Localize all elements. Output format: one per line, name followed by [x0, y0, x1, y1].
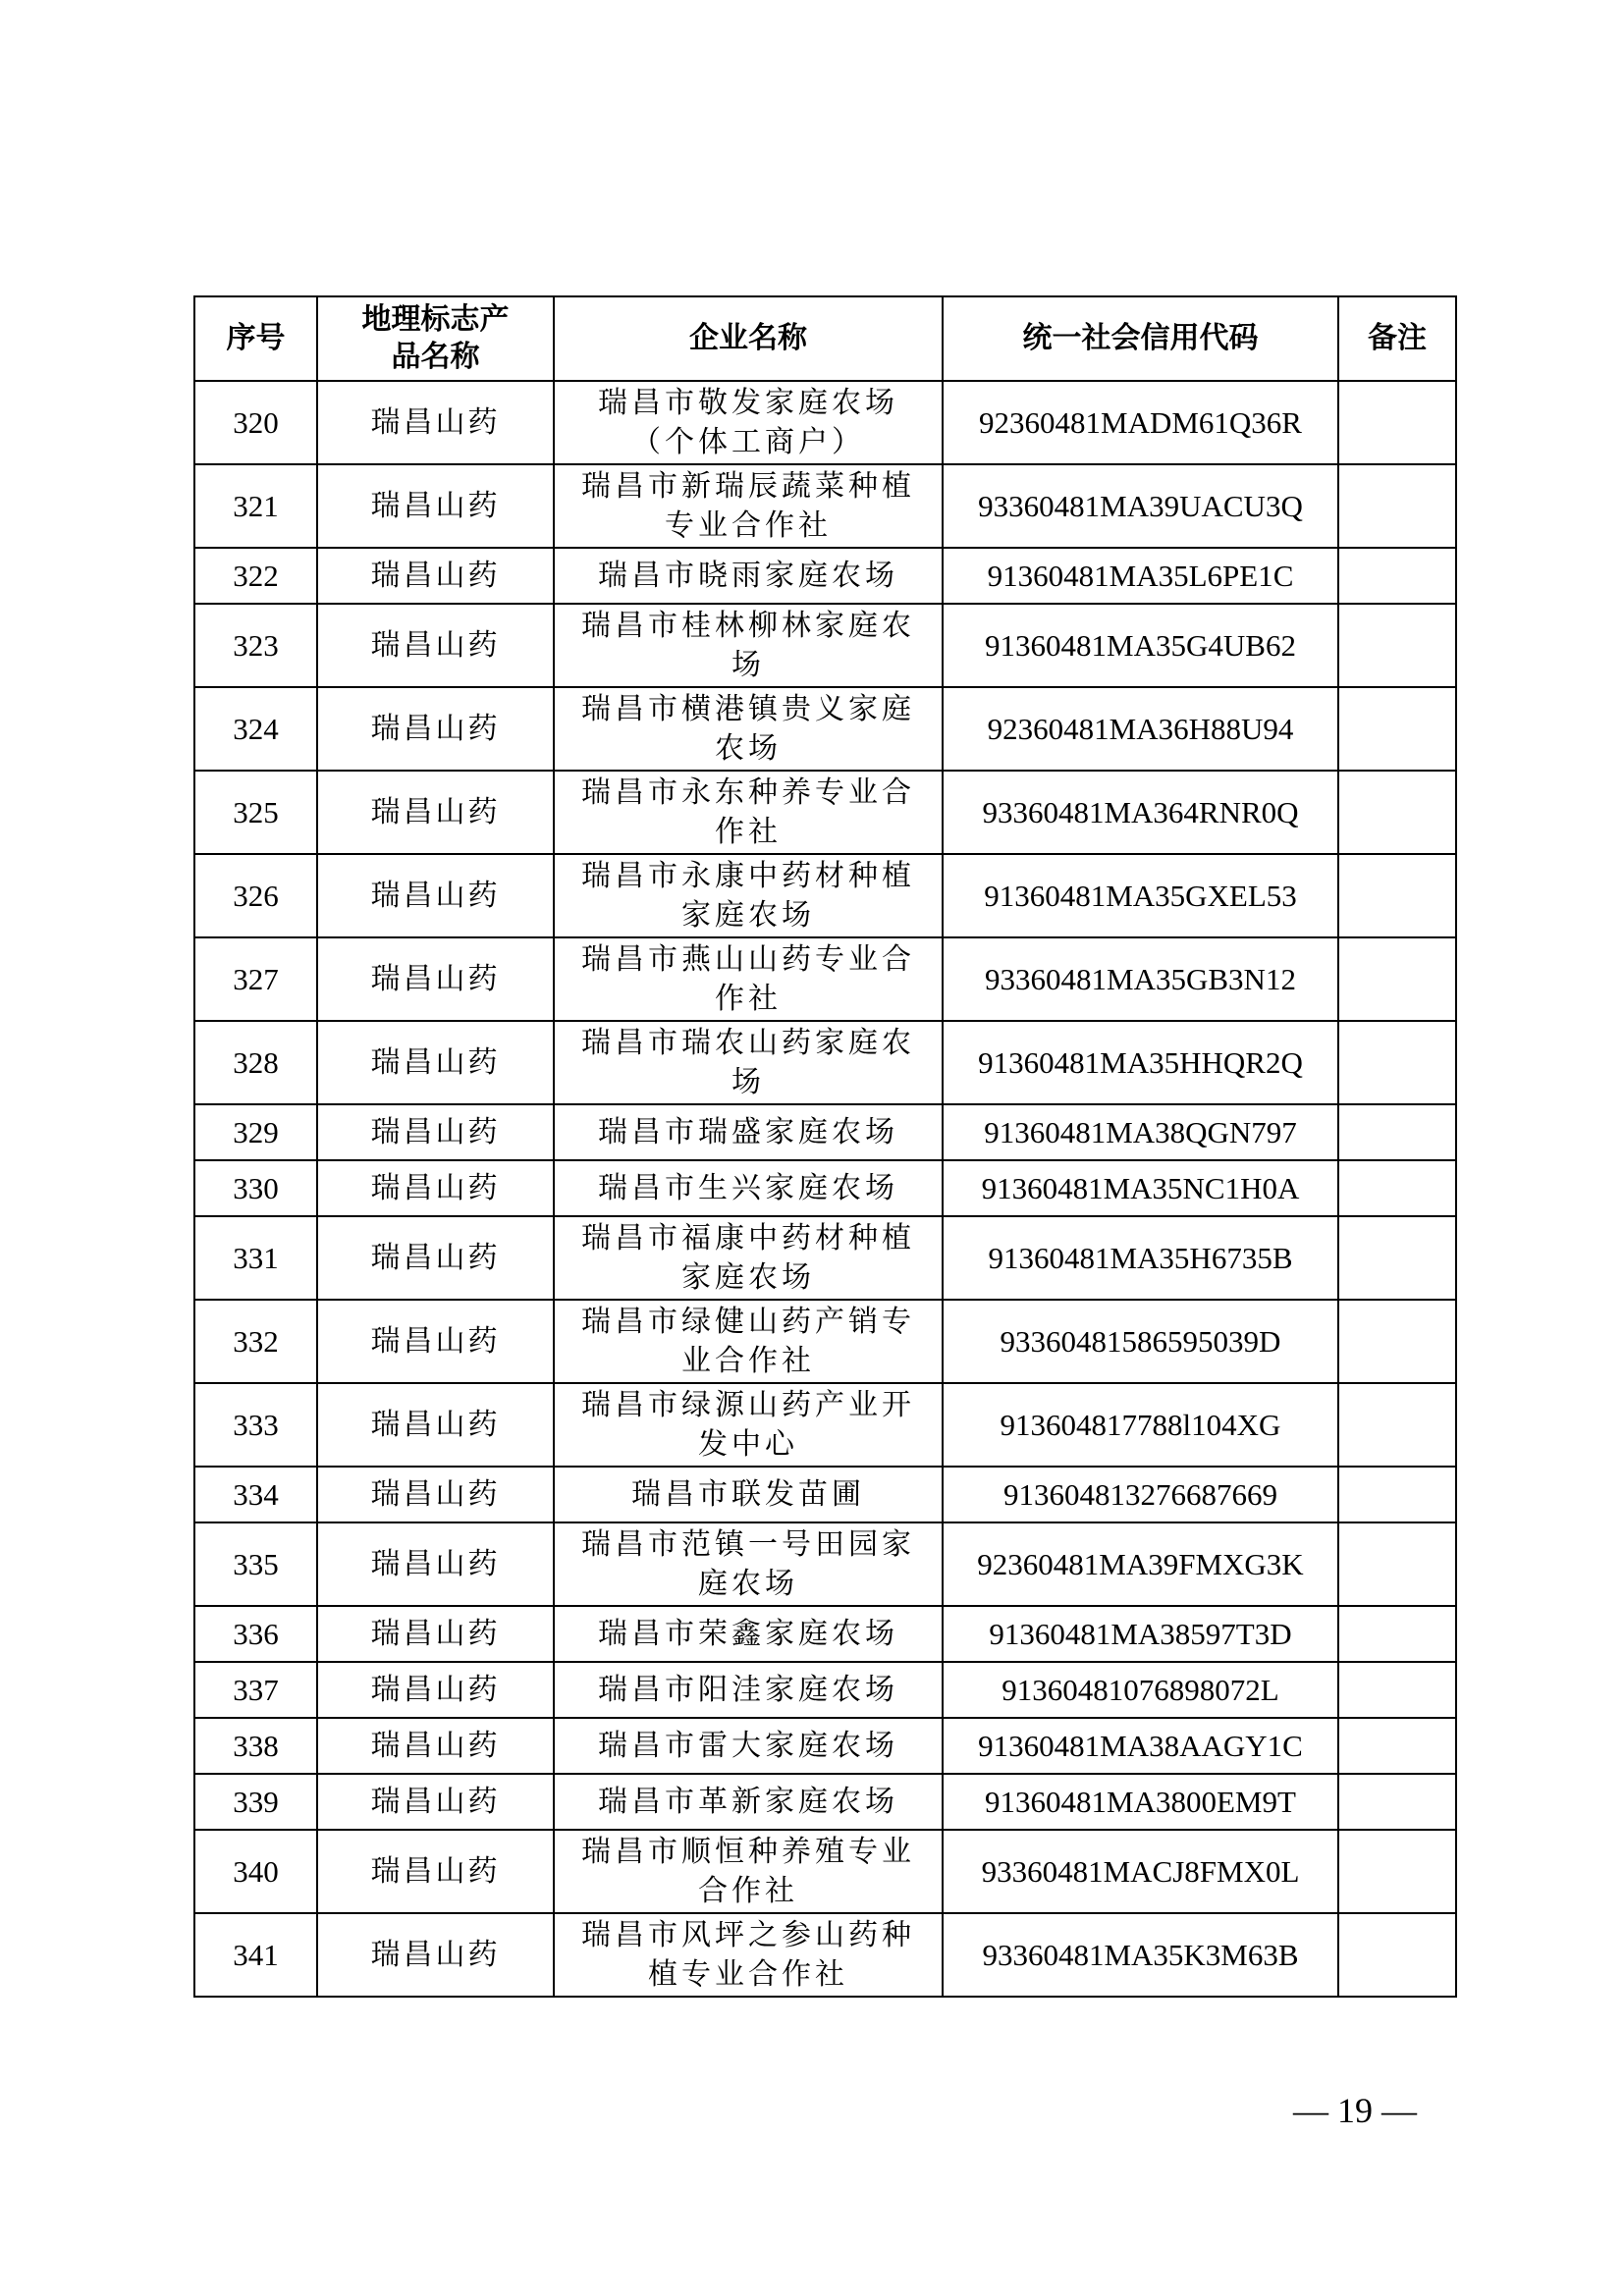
- code-cell: 913604813276687669: [943, 1467, 1338, 1522]
- company-cell: 瑞昌市桂林柳林家庭农场: [554, 604, 943, 687]
- table-row: [194, 381, 1456, 464]
- company-cell: 瑞昌市福康中药材种植家庭农场: [554, 1216, 943, 1300]
- table-header: [194, 296, 1456, 381]
- page-number: — 19 —: [1293, 2091, 1417, 2130]
- code-cell: 91360481MA38QGN797: [943, 1104, 1338, 1160]
- company-cell: 瑞昌市联发苗圃: [554, 1467, 943, 1522]
- note-cell: [1338, 604, 1456, 687]
- header-row: [194, 296, 1456, 381]
- note-cell: [1338, 1104, 1456, 1160]
- code-cell: 91360481MA38AAGY1C: [943, 1718, 1338, 1774]
- product-cell: 瑞昌山药: [317, 548, 554, 604]
- product-cell: 瑞昌山药: [317, 1774, 554, 1830]
- seq-cell: 340: [194, 1830, 317, 1913]
- note-cell: [1338, 1774, 1456, 1830]
- note-cell: [1338, 937, 1456, 1021]
- table-row: [194, 1662, 1456, 1718]
- seq-cell: 329: [194, 1104, 317, 1160]
- product-cell: 瑞昌山药: [317, 1830, 554, 1913]
- product-cell: 瑞昌山药: [317, 771, 554, 854]
- product-cell: 瑞昌山药: [317, 464, 554, 548]
- product-cell: 瑞昌山药: [317, 381, 554, 464]
- product-cell: 瑞昌山药: [317, 604, 554, 687]
- note-cell: [1338, 1300, 1456, 1383]
- seq-cell: 321: [194, 464, 317, 548]
- table-row: [194, 1913, 1456, 1997]
- seq-cell: 338: [194, 1718, 317, 1774]
- note-cell: [1338, 1383, 1456, 1467]
- company-cell: 瑞昌市范镇一号田园家庭农场: [554, 1522, 943, 1606]
- table-body: [194, 381, 1456, 1997]
- note-cell: [1338, 1913, 1456, 1997]
- table-row: [194, 937, 1456, 1021]
- code-cell: 91360481MA35G4UB62: [943, 604, 1338, 687]
- company-cell: 瑞昌市顺恒种养殖专业合作社: [554, 1830, 943, 1913]
- company-cell: 瑞昌市绿健山药产销专业合作社: [554, 1300, 943, 1383]
- code-cell: 913604817788l104XG: [943, 1383, 1338, 1467]
- seq-cell: 325: [194, 771, 317, 854]
- company-cell: 瑞昌市横港镇贵义家庭农场: [554, 687, 943, 771]
- header-code: 统一社会信用代码: [943, 296, 1338, 381]
- note-cell: [1338, 1830, 1456, 1913]
- company-cell: 瑞昌市燕山山药专业合作社: [554, 937, 943, 1021]
- note-cell: [1338, 771, 1456, 854]
- company-cell: 瑞昌市敬发家庭农场（个体工商户）: [554, 381, 943, 464]
- company-cell: 瑞昌市永康中药材种植家庭农场: [554, 854, 943, 937]
- header-company: 企业名称: [554, 296, 943, 381]
- note-cell: [1338, 854, 1456, 937]
- table-row: [194, 1160, 1456, 1216]
- note-cell: [1338, 381, 1456, 464]
- code-cell: 93360481MA39UACU3Q: [943, 464, 1338, 548]
- table-row: [194, 1300, 1456, 1383]
- product-cell: 瑞昌山药: [317, 1467, 554, 1522]
- seq-cell: 341: [194, 1913, 317, 1997]
- code-cell: 91360481MA3800EM9T: [943, 1774, 1338, 1830]
- product-cell: 瑞昌山药: [317, 1913, 554, 1997]
- table-row: [194, 687, 1456, 771]
- table-row: [194, 464, 1456, 548]
- seq-cell: 328: [194, 1021, 317, 1104]
- code-cell: 92360481MA39FMXG3K: [943, 1522, 1338, 1606]
- registry-table: [193, 295, 1457, 1998]
- note-cell: [1338, 1662, 1456, 1718]
- product-cell: 瑞昌山药: [317, 1216, 554, 1300]
- seq-cell: 332: [194, 1300, 317, 1383]
- code-cell: 93360481MA364RNR0Q: [943, 771, 1338, 854]
- company-cell: 瑞昌市革新家庭农场: [554, 1774, 943, 1830]
- product-cell: 瑞昌山药: [317, 937, 554, 1021]
- note-cell: [1338, 1467, 1456, 1522]
- code-cell: 91360481MA35HHQR2Q: [943, 1021, 1338, 1104]
- header-seq: 序号: [194, 296, 317, 381]
- seq-cell: 333: [194, 1383, 317, 1467]
- product-cell: 瑞昌山药: [317, 1606, 554, 1662]
- product-cell: 瑞昌山药: [317, 854, 554, 937]
- seq-cell: 324: [194, 687, 317, 771]
- code-cell: 91360481MA35GXEL53: [943, 854, 1338, 937]
- product-cell: 瑞昌山药: [317, 687, 554, 771]
- table-row: [194, 1104, 1456, 1160]
- table-row: [194, 604, 1456, 687]
- seq-cell: 323: [194, 604, 317, 687]
- table-row: [194, 1383, 1456, 1467]
- company-cell: 瑞昌市风坪之参山药种植专业合作社: [554, 1913, 943, 1997]
- seq-cell: 337: [194, 1662, 317, 1718]
- table-row: [194, 548, 1456, 604]
- company-cell: 瑞昌市雷大家庭农场: [554, 1718, 943, 1774]
- seq-cell: 322: [194, 548, 317, 604]
- code-cell: 93360481MACJ8FMX0L: [943, 1830, 1338, 1913]
- table-row: [194, 1522, 1456, 1606]
- code-cell: 91360481MA35L6PE1C: [943, 548, 1338, 604]
- table-row: [194, 1830, 1456, 1913]
- company-cell: 瑞昌市永东种养专业合作社: [554, 771, 943, 854]
- seq-cell: 334: [194, 1467, 317, 1522]
- note-cell: [1338, 1522, 1456, 1606]
- note-cell: [1338, 1216, 1456, 1300]
- product-cell: 瑞昌山药: [317, 1522, 554, 1606]
- seq-cell: 320: [194, 381, 317, 464]
- note-cell: [1338, 1718, 1456, 1774]
- seq-cell: 330: [194, 1160, 317, 1216]
- note-cell: [1338, 687, 1456, 771]
- note-cell: [1338, 464, 1456, 548]
- company-cell: 瑞昌市阳洼家庭农场: [554, 1662, 943, 1718]
- note-cell: [1338, 1021, 1456, 1104]
- header-product: 地理标志产品名称: [317, 296, 554, 381]
- product-cell: 瑞昌山药: [317, 1718, 554, 1774]
- company-cell: 瑞昌市晓雨家庭农场: [554, 548, 943, 604]
- code-cell: 91360481MA38597T3D: [943, 1606, 1338, 1662]
- seq-cell: 339: [194, 1774, 317, 1830]
- table-row: [194, 771, 1456, 854]
- product-cell: 瑞昌山药: [317, 1160, 554, 1216]
- seq-cell: 327: [194, 937, 317, 1021]
- product-cell: 瑞昌山药: [317, 1104, 554, 1160]
- product-cell: 瑞昌山药: [317, 1021, 554, 1104]
- seq-cell: 326: [194, 854, 317, 937]
- company-cell: 瑞昌市新瑞辰蔬菜种植专业合作社: [554, 464, 943, 548]
- product-cell: 瑞昌山药: [317, 1662, 554, 1718]
- code-cell: 91360481MA35H6735B: [943, 1216, 1338, 1300]
- company-cell: 瑞昌市瑞农山药家庭农场: [554, 1021, 943, 1104]
- code-cell: 93360481MA35K3M63B: [943, 1913, 1338, 1997]
- code-cell: 93360481586595039D: [943, 1300, 1338, 1383]
- table-row: [194, 1718, 1456, 1774]
- table-row: [194, 1606, 1456, 1662]
- seq-cell: 331: [194, 1216, 317, 1300]
- table-row: [194, 1774, 1456, 1830]
- code-cell: 92360481MADM61Q36R: [943, 381, 1338, 464]
- code-cell: 91360481MA35NC1H0A: [943, 1160, 1338, 1216]
- code-cell: 91360481076898072L: [943, 1662, 1338, 1718]
- company-cell: 瑞昌市瑞盛家庭农场: [554, 1104, 943, 1160]
- company-cell: 瑞昌市绿源山药产业开发中心: [554, 1383, 943, 1467]
- header-note: 备注: [1338, 296, 1456, 381]
- product-cell: 瑞昌山药: [317, 1383, 554, 1467]
- note-cell: [1338, 1606, 1456, 1662]
- seq-cell: 335: [194, 1522, 317, 1606]
- company-cell: 瑞昌市生兴家庭农场: [554, 1160, 943, 1216]
- note-cell: [1338, 1160, 1456, 1216]
- table-row: [194, 854, 1456, 937]
- product-cell: 瑞昌山药: [317, 1300, 554, 1383]
- note-cell: [1338, 548, 1456, 604]
- company-cell: 瑞昌市荣鑫家庭农场: [554, 1606, 943, 1662]
- table-row: [194, 1467, 1456, 1522]
- code-cell: 92360481MA36H88U94: [943, 687, 1338, 771]
- table-row: [194, 1021, 1456, 1104]
- code-cell: 93360481MA35GB3N12: [943, 937, 1338, 1021]
- table-row: [194, 1216, 1456, 1300]
- seq-cell: 336: [194, 1606, 317, 1662]
